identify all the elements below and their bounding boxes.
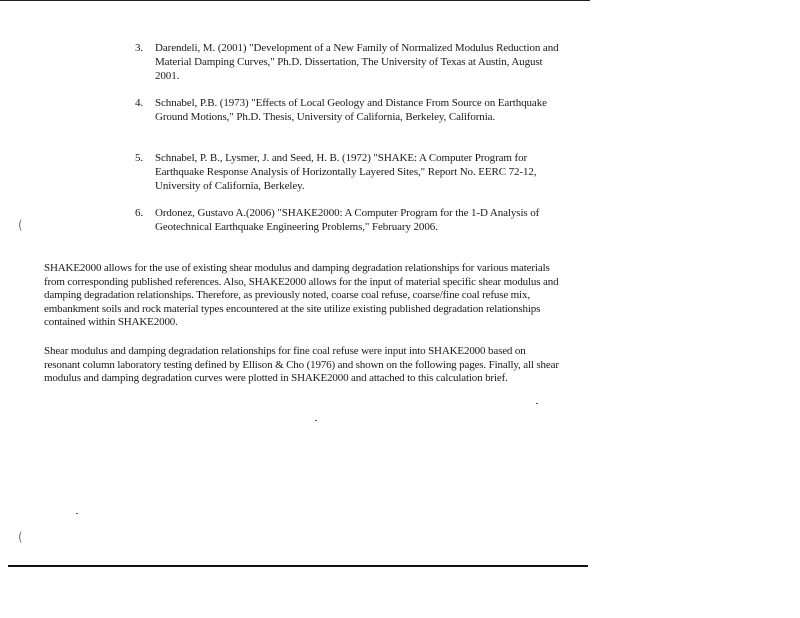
- reference-item: [130, 42, 560, 97]
- reference-list: [130, 42, 560, 247]
- reference-item: [130, 97, 560, 152]
- reference-number: 4.: [135, 97, 144, 109]
- reference-text: Darendeli, M. (2001) "Development of a New Family of Normalized Modulus Reduction and Material Damping Curves," Ph.D. Dissertation, The University of Texas at Austin, August 2001.: [155, 42, 559, 82]
- binding-hole-mark: (: [18, 530, 23, 544]
- reference-text: Schnabel, P. B., Lysmer, J. and Seed, H. B. (1972) "SHAKE: A Computer Program for Earthquake Response Analysis of Horizontally Layered Sites," Report No. EERC 72-12, University of California, Berkeley.: [155, 152, 537, 192]
- top-rule: [0, 0, 590, 1]
- bottom-rule: [8, 565, 588, 567]
- reference-item: [130, 152, 560, 207]
- reference-number: 6.: [135, 207, 144, 219]
- reference-item: [130, 207, 560, 247]
- reference-number: 5.: [135, 152, 144, 164]
- reference-number: 3.: [135, 42, 144, 54]
- scan-speck: [315, 420, 317, 421]
- binding-hole-mark: (: [18, 218, 23, 232]
- reference-text: Ordonez, Gustavo A.(2006) "SHAKE2000: A Computer Program for the 1-D Analysis of Geotechnical Earthquake Engineering Problems," February 2006.: [155, 207, 540, 233]
- body-paragraph: SHAKE2000 allows for the use of existing shear modulus and damping degradation relationships for various materials from corresponding published references. Also, SHAKE2000 allows for the input of material specific shear modulus and damping degradation relationships. Therefore, as previously noted, coarse coal refuse, coarse/fine coal refuse mix, embankment soils and rock material types encountered at the site utilize existing published degradation relationships contained within SHAKE2000.: [44, 262, 559, 329]
- body-paragraph: Shear modulus and damping degradation relationships for fine coal refuse were input into SHAKE2000 based on resonant column laboratory testing defined by Ellison & Cho (1976) and shown on the following pages. Finally, all shear modulus and damping degradation curves were plotted in SHAKE2000 and attached to this calculation brief.: [44, 345, 559, 385]
- reference-text: Schnabel, P.B. (1973) "Effects of Local Geology and Distance From Source on Earthquake Ground Motions," Ph.D. Thesis, University of California, Berkeley, California.: [155, 97, 547, 123]
- scan-speck: [76, 513, 78, 514]
- scan-speck: [536, 403, 538, 404]
